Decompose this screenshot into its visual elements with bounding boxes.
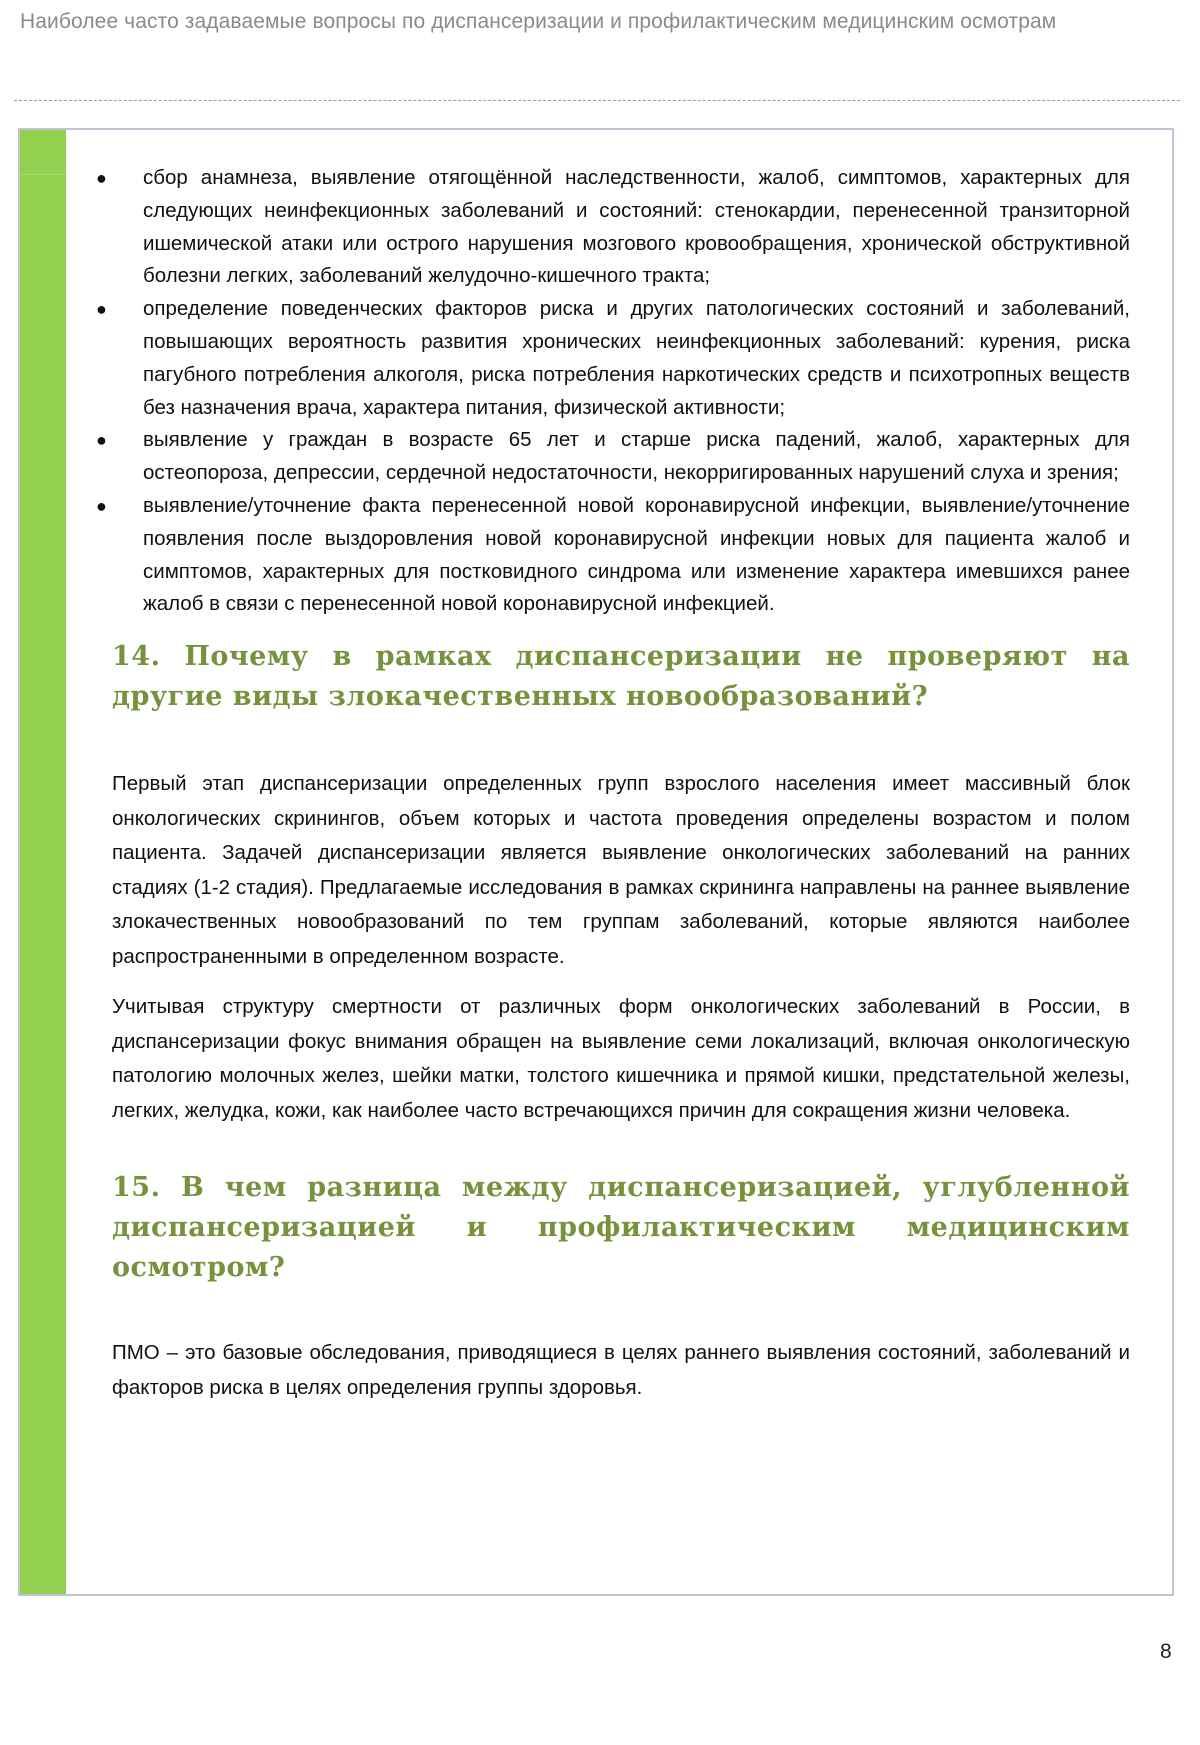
green-side-bar xyxy=(20,130,66,1594)
bullet-list xyxy=(96,162,1130,621)
list-item xyxy=(96,490,1130,621)
answer-14-paragraph-2: Учитывая структуру смертности от различных форм онкологических заболеваний в России, в диспансеризации фокус внимания обращен на выявление семи локализаций, включая онкологическую патологию молочных желез, шейки матки, толстого кишечника и прямой кишки, предстательной железы, легких, желудка, кожи, как наиболее часто встречающихся причин для сокращения жизни человека. xyxy=(112,995,1130,1122)
header-divider xyxy=(14,100,1180,101)
list-item-text: сбор анамнеза, выявление отягощённой наследственности, жалоб, симптомов, характерных для следующих неинфекционных заболеваний и состояний: стенокардии, перенесенной транзиторной ишемической атаки или острого нарушения мозгового кровообращения, хронической обструктивной болезни легких, заболеваний желудочно-кишечного тракта; xyxy=(143,166,1130,288)
list-item xyxy=(96,162,1130,293)
running-header: Наиболее часто задаваемые вопросы по диспансеризации и профилактическим медицинским осмотрам xyxy=(20,10,1057,33)
page-number: 8 xyxy=(1160,1640,1172,1663)
list-item-text: выявление у граждан в возрасте 65 лет и старше риска падений, жалоб, характерных для остеопороза, депрессии, сердечной недостаточности, некорригированных нарушений слуха и зрения; xyxy=(143,428,1130,485)
question-15-heading: 15. В чем разница между диспансеризацией, углубленной диспансеризацией и профилактическим медицинским осмотром? xyxy=(112,1172,1130,1284)
side-bar-mark xyxy=(20,174,66,175)
list-item xyxy=(96,293,1130,424)
answer-15-paragraph-1: ПМО – это базовые обследования, приводящиеся в целях раннего выявления состояний, заболеваний и факторов риска в целях определения группы здоровья. xyxy=(112,1341,1130,1399)
bullet-icon: ● xyxy=(96,495,107,516)
list-item-text: выявление/уточнение факта перенесенной новой коронавирусной инфекции, выявление/уточнение появления после выздоровления новой коронавирусной инфекции новых для пациента жалоб и симптомов, характерных для постковидного синдрома или изменение характера имевшихся ранее жалоб в связи с перенесенной новой коронавирусной инфекцией. xyxy=(143,493,1130,616)
page-content xyxy=(96,162,1130,1405)
bullet-icon: ● xyxy=(96,299,107,320)
answer-14-paragraph-1: Первый этап диспансеризации определенных групп взрослого населения имеет массивный блок онкологических скринингов, объем которых и частота проведения определены возрастом и полом пациента. Задачей диспансеризации является выявление онкологических заболеваний на ранних стадиях (1-2 стадия). Предлагаемые исследования в рамках скрининга направлены на раннее выявление злокачественных новообразований по тем группам заболеваний, которые являются наиболее распространенными в определенном возрасте. xyxy=(112,772,1130,968)
content-frame xyxy=(18,128,1174,1596)
bullet-icon: ● xyxy=(96,430,107,451)
bullet-icon: ● xyxy=(96,168,107,188)
question-14-heading: 14. Почему в рамках диспансеризации не проверяют на другие виды злокачественных новообразований? xyxy=(112,641,1130,713)
list-item xyxy=(96,424,1130,490)
list-item-text: определение поведенческих факторов риска и других патологических состояний и заболеваний, повышающих вероятность развития хронических неинфекционных заболеваний: курения, риска пагубного потребления алкоголя, риска потребления наркотических средств и психотропных веществ без назначения врача, характера питания, физической активности; xyxy=(143,297,1130,419)
